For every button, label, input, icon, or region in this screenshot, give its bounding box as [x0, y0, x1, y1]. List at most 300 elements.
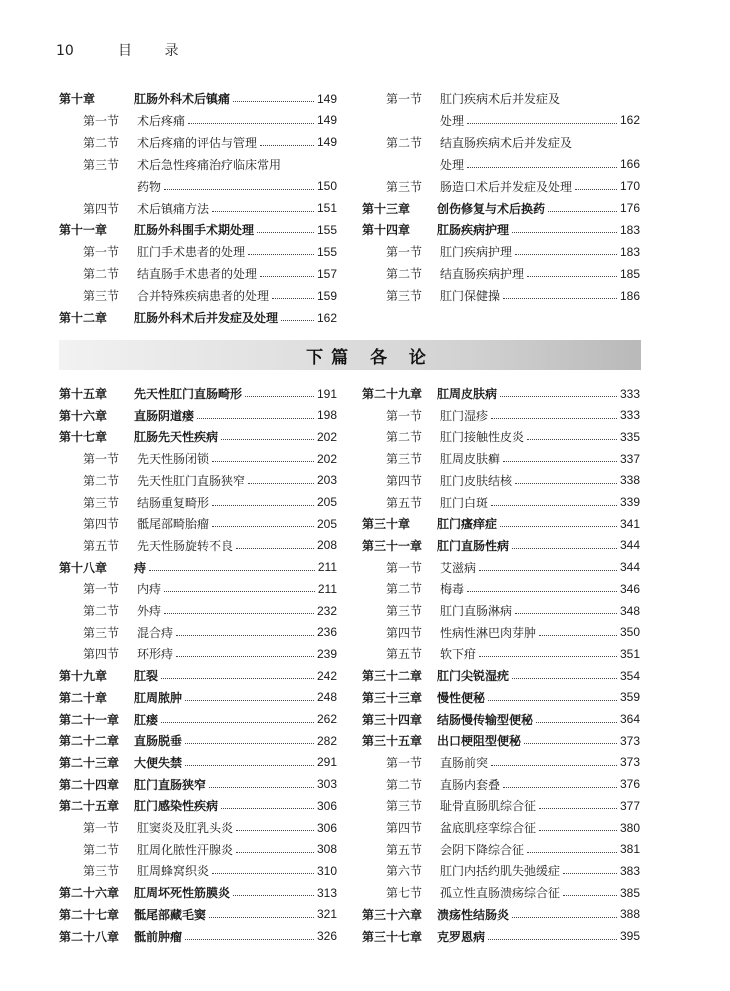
toc-chapter-entry — [59, 752, 337, 773]
chapter-label: 第十五章 — [59, 387, 108, 401]
toc-chapter-entry — [59, 774, 337, 795]
page-number-ref: 205 — [316, 495, 337, 509]
section-label: 第二节 — [386, 777, 423, 792]
part-title: 下篇 各 论 — [306, 347, 434, 368]
page-number-ref: 310 — [316, 863, 337, 878]
toc-section-entry — [59, 622, 337, 643]
entry-title: 合并特殊疾病患者的处理 — [137, 289, 270, 304]
chapter-label: 第二十五章 — [59, 799, 120, 814]
dot-leader — [221, 439, 314, 440]
toc-chapter-entry — [59, 405, 337, 426]
page-number-ref: 202 — [316, 429, 337, 444]
entry-title: 性病性淋巴肉芽肿 — [440, 625, 537, 640]
page-number-ref: 159 — [316, 288, 337, 303]
chapter-label: 第三十一章 — [362, 538, 423, 553]
page-number-ref: 377 — [619, 798, 640, 813]
toc-chapter-entry — [59, 795, 337, 816]
dot-leader — [236, 830, 314, 831]
section-label: 第一节 — [83, 582, 120, 597]
dot-leader — [212, 211, 314, 212]
entry-title: 直肠阴道瘘 — [134, 408, 195, 423]
entry-title: 肛门保健操 — [440, 289, 501, 304]
page-number-ref: 236 — [316, 625, 337, 640]
section-label: 第三节 — [83, 157, 120, 172]
entry-title: 软下疳 — [440, 647, 477, 662]
page-number-ref: 185 — [619, 266, 640, 281]
page-number-ref: 313 — [316, 885, 337, 900]
dot-leader — [500, 526, 617, 527]
page-number-ref: 248 — [316, 690, 337, 705]
page-number-ref: 176 — [619, 201, 640, 215]
page-number-ref: 333 — [619, 386, 640, 401]
entry-title: 结直肠手术患者的处理 — [137, 267, 258, 282]
page-number-ref: 150 — [316, 179, 337, 194]
page-number-ref: 335 — [619, 429, 640, 444]
page-number-ref: 303 — [316, 777, 337, 792]
dot-leader — [248, 254, 314, 255]
toc-section-entry — [362, 578, 640, 599]
toc-chapter-entry — [362, 926, 640, 947]
entry-title: 骶前肿瘤 — [134, 929, 183, 944]
entry-title: 肠造口术后并发症及处理 — [440, 179, 573, 194]
page-number-ref: 337 — [619, 451, 640, 466]
section-label: 第三节 — [83, 289, 120, 304]
dot-leader — [245, 396, 314, 397]
toc-chapter-entry — [59, 882, 337, 903]
page-number-ref: 183 — [619, 222, 640, 237]
section-label: 第一节 — [386, 755, 423, 770]
entry-title: 药物 — [137, 179, 162, 194]
section-label: 第四节 — [83, 647, 120, 662]
section-label: 第四节 — [83, 517, 120, 532]
dot-leader — [209, 917, 314, 918]
page-number-ref: 208 — [316, 538, 337, 553]
entry-title: 慢性便秘 — [437, 690, 486, 705]
section-label: 第二节 — [386, 430, 423, 445]
page-number-ref: 351 — [619, 646, 640, 661]
toc-section-entry — [362, 176, 640, 197]
toc-chapter-entry — [362, 219, 640, 240]
chapter-label: 第二十九章 — [362, 387, 423, 401]
entry-title: 孤立性直肠溃疡综合征 — [440, 886, 561, 901]
entry-title: 先天性肛门直肠狭窄 — [137, 473, 246, 488]
entry-title: 先天性肠旋转不良 — [137, 538, 234, 553]
toc-section-entry — [59, 132, 337, 153]
page-number-ref: 373 — [619, 755, 640, 770]
toc-chapter-entry — [362, 513, 640, 534]
page-number-ref: 242 — [316, 668, 337, 683]
entry-title: 肛周化脓性汗腺炎 — [137, 842, 234, 857]
page-number-ref: 348 — [619, 603, 640, 618]
dot-leader — [248, 483, 314, 484]
dot-leader — [161, 722, 314, 723]
entry-title: 肛周脓肿 — [134, 690, 183, 705]
toc-section-entry — [59, 110, 337, 131]
entry-title: 肛门皮肤结核 — [440, 473, 513, 488]
toc-chapter-entry — [362, 665, 640, 686]
dot-leader — [185, 743, 314, 744]
entry-title: 肛门疾病术后并发症及 — [440, 92, 561, 106]
toc-section-entry — [362, 132, 640, 153]
entry-title: 大便失禁 — [134, 755, 183, 770]
dot-leader — [281, 320, 314, 321]
toc-chapter-entry — [362, 383, 640, 404]
dot-leader — [185, 700, 314, 701]
dot-leader — [512, 678, 617, 679]
section-label: 第三节 — [386, 179, 423, 194]
entry-title: 肛门疾病护理 — [440, 245, 513, 260]
entry-title: 肛门白斑 — [440, 495, 489, 510]
dot-leader — [575, 189, 617, 190]
toc-chapter-entry — [59, 926, 337, 947]
dot-leader — [515, 613, 617, 614]
dot-leader — [563, 895, 617, 896]
toc-chapter-entry — [59, 730, 337, 751]
entry-title: 术后急性疼痛治疗临床常用 — [137, 157, 282, 172]
section-label: 第二节 — [386, 267, 423, 282]
chapter-label: 第十二章 — [59, 311, 108, 325]
dot-leader — [176, 656, 314, 657]
dot-leader — [527, 276, 617, 277]
page-number-ref: 326 — [316, 929, 337, 943]
chapter-label: 第三十六章 — [362, 907, 423, 922]
page-number-ref: 170 — [619, 179, 640, 194]
dot-leader — [233, 895, 314, 896]
dot-leader — [185, 939, 314, 940]
page-number-ref: 198 — [316, 408, 337, 423]
toc-section-entry — [59, 535, 337, 556]
entry-title: 肛肠外科围手术期处理 — [134, 223, 255, 238]
toc-section-entry — [362, 448, 640, 469]
dot-leader — [503, 461, 617, 462]
toc-chapter-entry — [59, 709, 337, 730]
dot-leader — [212, 873, 314, 874]
chapter-label: 第三十七章 — [362, 929, 423, 944]
page-number-ref: 211 — [317, 560, 337, 575]
chapter-label: 第十七章 — [59, 430, 108, 445]
page-number-ref: 149 — [316, 91, 337, 106]
entry-title: 肛门内括约肌失弛缓症 — [440, 864, 561, 879]
page-number-ref: 151 — [316, 201, 337, 215]
section-label: 第一节 — [386, 560, 423, 575]
section-label: 第三节 — [83, 864, 120, 879]
page-number-ref: 339 — [619, 495, 640, 509]
section-label: 第四节 — [386, 625, 423, 640]
dot-leader — [491, 505, 617, 506]
chapter-label: 第三十章 — [362, 517, 411, 532]
entry-title: 会阴下降综合征 — [440, 842, 525, 857]
toc-section-entry — [362, 622, 640, 643]
dot-leader — [164, 613, 314, 614]
dot-leader — [527, 852, 617, 853]
toc-section-entry — [362, 643, 640, 664]
page-number-ref: 155 — [316, 244, 337, 259]
chapter-label: 第十九章 — [59, 669, 108, 684]
section-label: 第二节 — [83, 604, 120, 618]
toc-section-entry — [59, 860, 337, 881]
toc-section-entry — [59, 839, 337, 860]
dot-leader — [500, 396, 617, 397]
entry-title: 肛周坏死性筋膜炎 — [134, 886, 231, 901]
page-number: 10 — [56, 43, 74, 59]
page-number-ref: 149 — [316, 113, 337, 128]
section-label: 第六节 — [386, 864, 423, 879]
dot-leader — [524, 743, 617, 744]
entry-title: 出口梗阻型便秘 — [437, 734, 522, 749]
entry-title: 结直肠疾病术后并发症及 — [440, 135, 573, 150]
chapter-label: 第二十二章 — [59, 734, 120, 749]
entry-title: 艾滋病 — [440, 560, 477, 575]
toc-section-entry — [362, 752, 640, 773]
toc-section-entry — [59, 817, 337, 838]
entry-title: 耻骨直肠肌综合征 — [440, 799, 537, 814]
toc-section-entry — [362, 795, 640, 816]
dot-leader — [536, 722, 617, 723]
page-number-ref: 203 — [316, 473, 337, 488]
page-number-ref: 341 — [619, 516, 640, 531]
dot-leader — [260, 276, 314, 277]
dot-leader — [176, 635, 314, 636]
toc-section-entry — [59, 600, 337, 621]
toc-section-entry — [59, 154, 337, 175]
dot-leader — [539, 830, 617, 831]
section-label: 第三节 — [83, 625, 120, 640]
entry-title: 盆底肌痉挛综合征 — [440, 821, 537, 835]
entry-title: 肛窦炎及肛乳头炎 — [137, 821, 234, 835]
page-number-ref: 202 — [316, 451, 337, 466]
toc-chapter-entry — [362, 687, 640, 708]
toc-chapter-entry — [362, 198, 640, 219]
page-number-ref: 205 — [316, 516, 337, 531]
page-number-ref: 191 — [316, 386, 337, 401]
dot-leader — [185, 765, 314, 766]
section-label: 第五节 — [386, 495, 423, 510]
section-label: 第四节 — [386, 473, 423, 488]
entry-title: 痔 — [134, 560, 147, 575]
entry-title: 术后疼痛 — [137, 113, 186, 128]
dot-leader — [188, 123, 314, 124]
toc-section-entry — [59, 241, 337, 262]
dot-leader — [539, 635, 617, 636]
entry-title: 骶尾部藏毛窦 — [134, 907, 207, 922]
page-number-ref: 344 — [619, 538, 640, 553]
entry-title: 肛周皮肤病 — [437, 387, 498, 401]
dot-leader — [149, 570, 315, 571]
dot-leader — [512, 917, 617, 918]
section-label: 第二节 — [83, 842, 120, 857]
section-label: 第五节 — [83, 538, 120, 553]
chapter-label: 第三十三章 — [362, 690, 423, 705]
toc-section-entry — [59, 578, 337, 599]
toc-chapter-entry — [59, 219, 337, 240]
entry-title: 肛门尖锐湿疣 — [437, 669, 510, 684]
chapter-label: 第二十六章 — [59, 886, 120, 901]
chapter-label: 第二十八章 — [59, 929, 120, 944]
page-number-ref: 162 — [316, 310, 337, 325]
section-label: 第三节 — [83, 495, 120, 510]
toc-continuation-line — [362, 110, 640, 131]
entry-title: 结肠慢传输型便秘 — [437, 712, 534, 727]
dot-leader — [548, 211, 617, 212]
entry-title: 肛肠先天性疾病 — [134, 430, 219, 445]
entry-title: 肛门直肠狭窄 — [134, 777, 207, 792]
entry-title: 处理 — [440, 113, 465, 128]
dot-leader — [527, 439, 617, 440]
dot-leader — [197, 418, 314, 419]
toc-section-entry — [59, 263, 337, 284]
chapter-label: 第十六章 — [59, 408, 108, 423]
toc-chapter-entry — [59, 88, 337, 109]
dot-leader — [467, 167, 617, 168]
entry-title: 先天性肠闭锁 — [137, 452, 210, 467]
toc-chapter-entry — [59, 687, 337, 708]
chapter-label: 第十章 — [59, 92, 96, 106]
toc-section-entry — [59, 285, 337, 306]
section-label: 第一节 — [83, 245, 120, 260]
section-label: 第五节 — [386, 647, 423, 662]
section-label: 第一节 — [83, 821, 120, 835]
toc-chapter-entry — [362, 904, 640, 925]
page-number-ref: 395 — [619, 929, 640, 943]
entry-title: 梅毒 — [440, 582, 465, 597]
entry-title: 肛肠疾病护理 — [437, 223, 510, 238]
page-number-ref: 385 — [619, 885, 640, 900]
toc-section-entry — [59, 198, 337, 219]
entry-title: 结肠重复畸形 — [137, 495, 210, 510]
section-label: 第一节 — [386, 408, 423, 423]
page-number-ref: 308 — [316, 842, 337, 857]
chapter-label: 第二十一章 — [59, 712, 120, 727]
page-number-ref: 155 — [316, 222, 337, 237]
toc-section-entry — [362, 88, 640, 109]
toc-section-entry — [362, 263, 640, 284]
section-label: 第四节 — [83, 201, 120, 216]
dot-leader — [212, 526, 314, 527]
section-label: 第一节 — [83, 452, 120, 467]
page-number-ref: 350 — [619, 625, 640, 640]
section-label: 第一节 — [386, 245, 423, 260]
section-label: 第一节 — [83, 113, 120, 128]
page-number-ref: 383 — [619, 863, 640, 878]
toc-section-entry — [362, 817, 640, 838]
chapter-label: 第二十章 — [59, 690, 108, 705]
toc-chapter-entry — [362, 535, 640, 556]
toc-section-entry — [362, 839, 640, 860]
dot-leader — [236, 548, 314, 549]
entry-title: 肛门感染性疾病 — [134, 799, 219, 814]
toc-section-entry — [362, 470, 640, 491]
dot-leader — [209, 787, 314, 788]
entry-title: 肛门直肠淋病 — [440, 604, 513, 618]
toc-chapter-entry — [59, 426, 337, 447]
page-number-ref: 381 — [619, 842, 640, 857]
toc-section-entry — [59, 470, 337, 491]
entry-title: 肛瘘 — [134, 712, 159, 727]
section-label: 第二节 — [83, 473, 120, 488]
section-label: 第五节 — [386, 842, 423, 857]
dot-leader — [503, 787, 617, 788]
toc-section-entry — [362, 492, 640, 513]
entry-title: 骶尾部畸胎瘤 — [137, 517, 210, 532]
toc-chapter-entry — [59, 665, 337, 686]
page-number-ref: 157 — [316, 266, 337, 281]
entry-title: 肛周皮肤癣 — [440, 452, 501, 467]
toc-section-entry — [362, 557, 640, 578]
entry-title: 溃疡性结肠炎 — [437, 907, 510, 922]
entry-title: 处理 — [440, 157, 465, 172]
dot-leader — [221, 808, 314, 809]
page-number-ref: 232 — [316, 603, 337, 618]
header-title: 目 录 — [118, 43, 193, 59]
section-label: 第二节 — [83, 135, 120, 150]
section-label: 第四节 — [386, 821, 423, 835]
dot-leader — [515, 254, 617, 255]
toc-continuation-line — [362, 154, 640, 175]
dot-leader — [512, 548, 617, 549]
dot-leader — [479, 570, 617, 571]
toc-chapter-entry — [59, 904, 337, 925]
entry-title: 先天性肛门直肠畸形 — [134, 387, 243, 401]
section-label: 第二节 — [83, 267, 120, 282]
entry-title: 内痔 — [137, 582, 162, 597]
entry-title: 肛门手术患者的处理 — [137, 245, 246, 260]
chapter-label: 第三十五章 — [362, 734, 423, 749]
page-number-ref: 333 — [619, 408, 640, 423]
toc-section-entry — [59, 513, 337, 534]
toc-chapter-entry — [59, 557, 337, 578]
dot-leader — [467, 591, 617, 592]
toc-section-entry — [362, 405, 640, 426]
toc-chapter-entry — [362, 709, 640, 730]
section-label: 第七节 — [386, 886, 423, 901]
entry-title: 直肠内套叠 — [440, 777, 501, 792]
entry-title: 肛门接触性皮炎 — [440, 430, 525, 445]
chapter-label: 第二十四章 — [59, 777, 120, 792]
dot-leader — [491, 418, 617, 419]
section-label: 第三节 — [386, 799, 423, 814]
toc-section-entry — [59, 492, 337, 513]
toc-section-entry — [362, 426, 640, 447]
chapter-label: 第三十二章 — [362, 669, 423, 684]
entry-title: 克罗恩病 — [437, 929, 486, 944]
page-number-ref: 359 — [619, 690, 640, 705]
toc-section-entry — [362, 860, 640, 881]
dot-leader — [467, 123, 617, 124]
toc-continuation-line — [59, 176, 337, 197]
entry-title: 肛裂 — [134, 669, 159, 684]
dot-leader — [260, 145, 314, 146]
section-label: 第三节 — [386, 604, 423, 618]
page-number-ref: 282 — [316, 733, 337, 748]
page-number-ref: 354 — [619, 668, 640, 683]
page-number-ref: 376 — [619, 777, 640, 792]
dot-leader — [164, 591, 315, 592]
entry-title: 肛门瘙痒症 — [437, 517, 498, 532]
entry-title: 肛门湿疹 — [440, 408, 489, 423]
dot-leader — [272, 298, 314, 299]
page-number-ref: 344 — [619, 560, 640, 575]
entry-title: 肛周蜂窝织炎 — [137, 864, 210, 879]
section-label: 第二节 — [386, 582, 423, 597]
entry-title: 肛肠外科术后并发症及处理 — [134, 311, 279, 325]
entry-title: 肛门直肠性病 — [437, 538, 510, 553]
toc-chapter-entry — [59, 307, 337, 328]
page-header — [56, 40, 192, 60]
entry-title: 外痔 — [137, 604, 162, 618]
dot-leader — [512, 232, 617, 233]
part-banner — [59, 340, 641, 370]
dot-leader — [488, 939, 617, 940]
